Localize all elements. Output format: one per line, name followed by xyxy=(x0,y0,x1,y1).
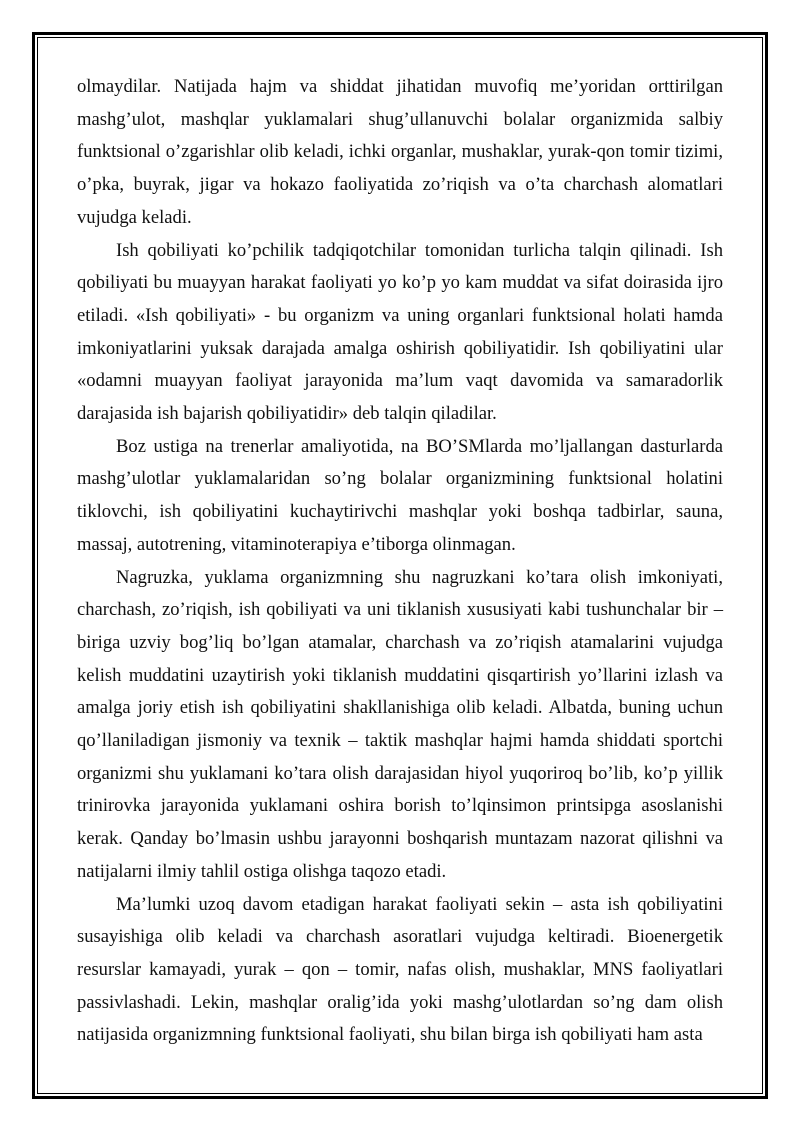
paragraph-1: olmaydilar. Natijada hajm va shiddat jihatidan muvofiq me’yoridan orttirilgan mashg’ulot, mashqlar yuklamalari shug’ullanuvchi bolalar organizmida salbiy funktsional o’zgarishlar olib keladi, ichki organlar, mushaklar, yurak-qon tomir tizimi, o’pka, buyrak, jigar va hokazo faoliyatida zo’riqish va o’ta charchash alomatlari vujudga keladi. xyxy=(77,76,723,228)
paragraph-4: Nagruzka, yuklama organizmning shu nagruzkani ko’tara olish imkoniyati, charchash, zo’riqish, ish qobiliyati va uni tiklanish xususiyati kabi tushunchalar bir – biriga uzviy bog’liq bo’lgan atamalar, charchash va zo’riqish atamalarini vujudga kelish muddatini uzaytirish yoki tiklanish muddatini qisqartirish yo’llarini izlash va amalga joriy etish ish qobiliyatini shakllanishiga olib keladi. Albatda, buning uchun qo’llaniladigan jismoniy va texnik – taktik mashqlar hajmi hamda shiddati sportchi organizmi shu yuklamani ko’tara olish darajasidan hiyol yuqoriroq bo’lib, ko’p yillik trinirovka jarayonida yuklamani oshira borish to’lqinsimon printsipga asoslanishi kerak. Qanday bo’lmasin ushbu jarayonni boshqarish muntazam nazorat qilishni va natijalarni ilmiy tahlil ostiga olishga taqozo etadi. xyxy=(77,566,723,882)
paragraph-2: Ish qobiliyati ko’pchilik tadqiqotchilar tomonidan turlicha talqin qilinadi. Ish qobiliyati bu muayyan harakat faoliyati yo ko’p yo kam muddat va sifat doirasida ijro etiladi. «Ish qobiliyati» - bu organizm va uning organlari funktsional holati hamda imkoniyatlarini yuksak darajada amalga oshirish qobiliyatidir. Ish qobiliyatini ular «odamni muayyan faoliyat jarayonida ma’lum vaqt davomida va samaradorlik darajasida ish bajarish qobiliyatidir» deb talqin qiladilar. xyxy=(77,239,723,425)
paragraph-5: Ma’lumki uzoq davom etadigan harakat faoliyati sekin – asta ish qobiliyatini susayishiga olib keladi va charchash asoratlari vujudga keltiradi. Bioenergetik resurslar kamayadi, yurak – qon – tomir, nafas olish, mushaklar, MNS faoliyatlari passivlashadi. Lekin, mashqlar oralig’ida yoki mashg’ulotlardan so’ng dam olish natijasida organizmning funktsional faoliyati, shu bilan birga ish qobiliyati ham asta xyxy=(77,893,723,1046)
document-body xyxy=(77,71,723,1052)
paragraph-3: Boz ustiga na trenerlar amaliyotida, na BO’SMlarda mo’ljallangan dasturlarda mashg’ulotlar yuklamalaridan so’ng bolalar organizmining funktsional holatini tiklovchi, ish qobiliyatini kuchaytirivchi mashqlar yoki boshqa tadbirlar, sauna, massaj, autotrening, vitaminoterapiya e’tiborga olinmagan. xyxy=(77,435,723,555)
